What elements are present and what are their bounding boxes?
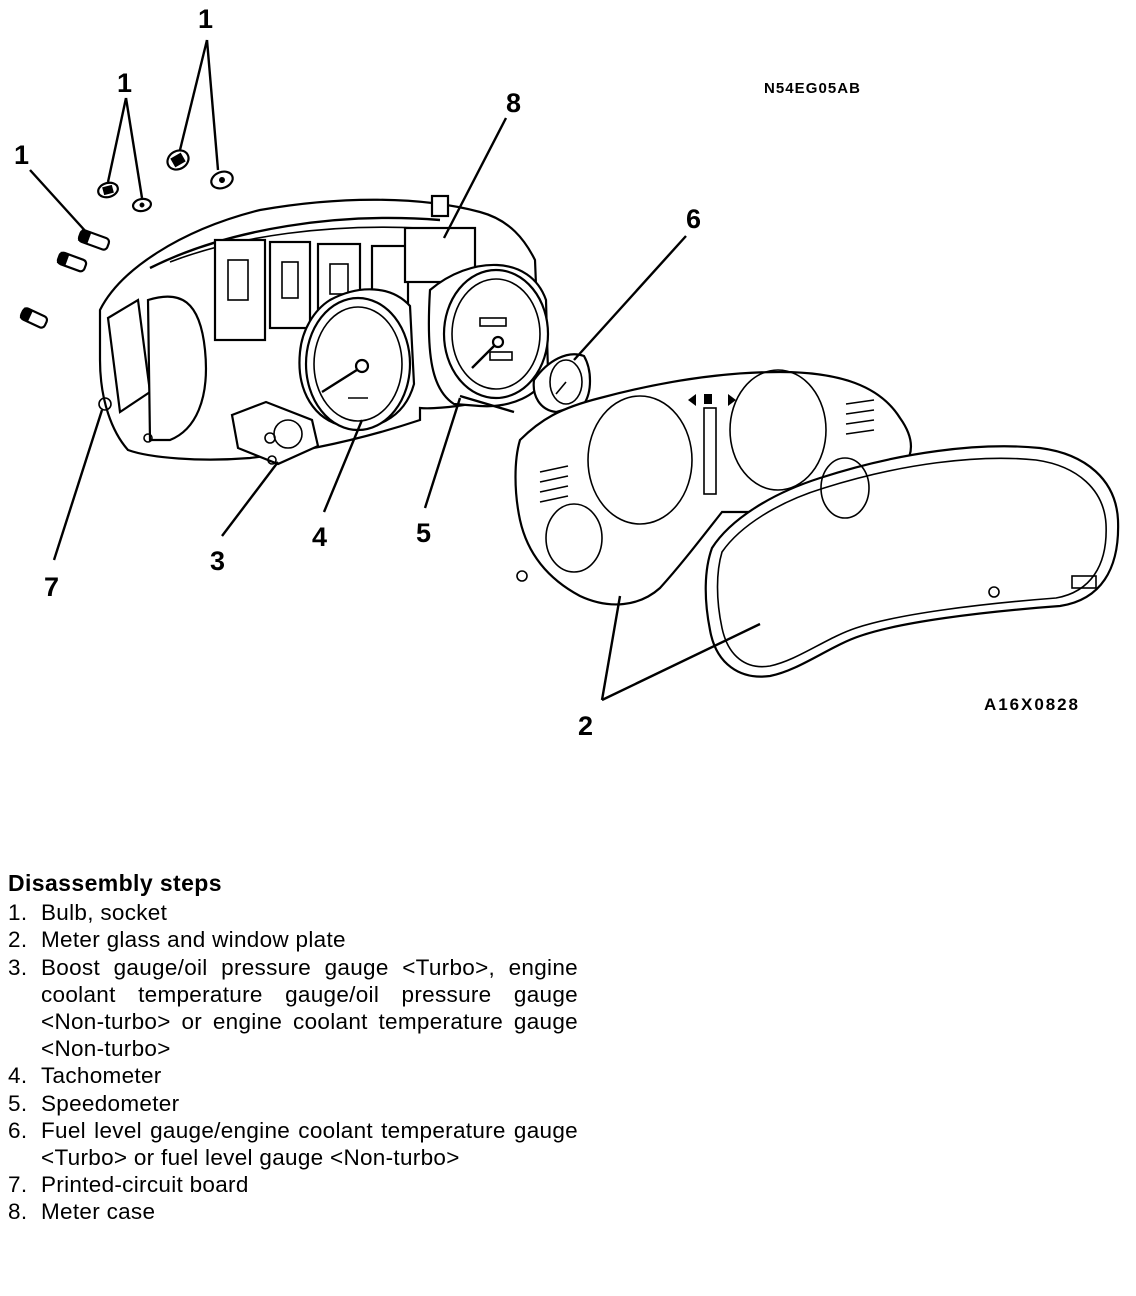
step-number: 8. — [8, 1199, 28, 1225]
step-text: Meter glass and window plate — [41, 927, 346, 953]
disassembly-steps — [8, 870, 578, 1226]
step-text: Fuel level gauge/engine coolant temperature gauge <Turbo> or fuel level gauge <Non-turbo> — [41, 1117, 578, 1171]
callout-3: 3 — [210, 546, 226, 576]
callout-1-left: 1 — [14, 140, 30, 170]
steps-heading: Disassembly steps — [8, 870, 222, 896]
step-item — [8, 1117, 578, 1171]
tachometer — [299, 289, 414, 430]
step-text: Bulb, socket — [41, 900, 168, 926]
step-item — [8, 899, 578, 926]
step-number: 7. — [8, 1172, 28, 1198]
callout-6: 6 — [686, 204, 702, 234]
callout-4: 4 — [312, 522, 328, 552]
step-number: 6. — [8, 1117, 28, 1143]
callout-5: 5 — [416, 518, 432, 548]
drawing-code: N54EG05AB — [764, 80, 860, 97]
step-number: 4. — [8, 1063, 28, 1089]
steps-list — [8, 899, 578, 1225]
step-item — [8, 1062, 578, 1089]
callout-7: 7 — [44, 572, 60, 602]
step-item — [8, 1198, 578, 1225]
callout-1-top: 1 — [198, 4, 214, 34]
step-text: Printed-circuit board — [41, 1172, 249, 1198]
step-number: 3. — [8, 954, 28, 980]
step-item — [8, 926, 578, 953]
callout-2: 2 — [578, 711, 594, 741]
speedometer — [429, 265, 548, 412]
step-item — [8, 1171, 578, 1198]
figure-code: A16X0828 — [984, 695, 1078, 714]
step-item — [8, 1090, 578, 1117]
step-text: Speedometer — [41, 1090, 180, 1116]
step-text: Boost gauge/oil pressure gauge <Turbo>, engine coolant temperature gauge/oil pressure gauge <Non-turbo> or engine coolant temperature gauge <Non-turbo> — [41, 954, 578, 1062]
step-text: Meter case — [41, 1199, 156, 1225]
step-number: 5. — [8, 1090, 28, 1116]
step-text: Tachometer — [41, 1063, 162, 1089]
step-number: 1. — [8, 900, 28, 926]
step-number: 2. — [8, 927, 28, 953]
callout-1-middle: 1 — [117, 68, 133, 98]
step-item — [8, 954, 578, 1063]
callout-8: 8 — [506, 88, 522, 118]
